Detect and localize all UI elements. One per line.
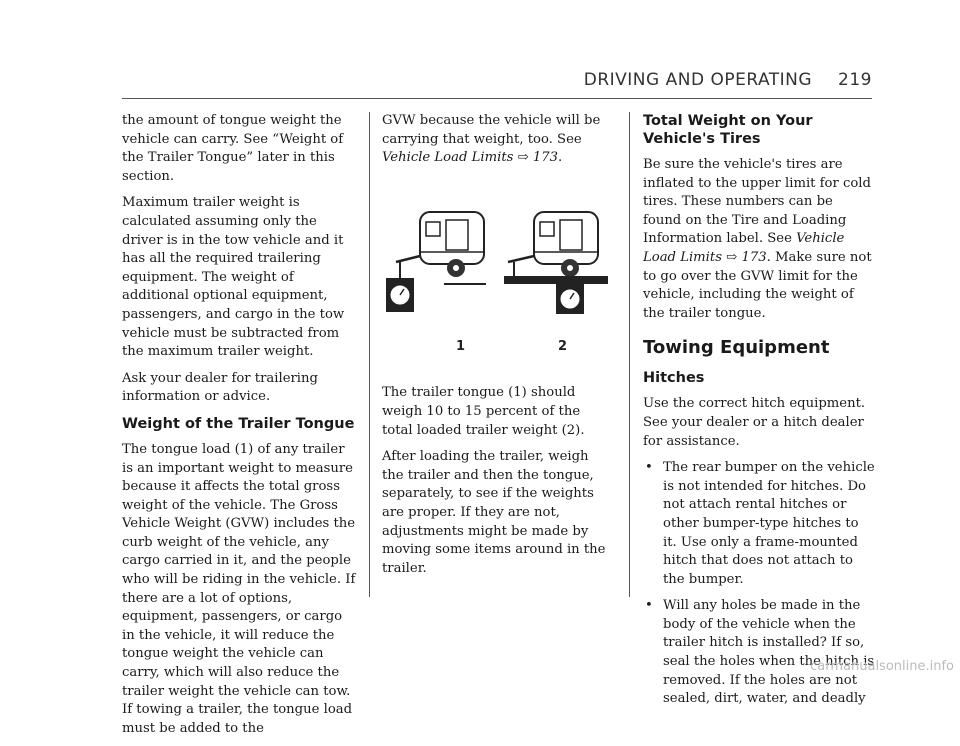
bullet-icon: • (645, 460, 653, 476)
column-2 (382, 112, 614, 586)
paragraph: GVW because the vehicle will be carrying that weight, too. See Vehicle Load Limits ⇨ 173. (382, 113, 601, 166)
paragraph: The tongue load (1) of any trailer is an important weight to measure because it affects the total gross weight of the vehicle. The Gross Vehicle Weight (GVW) includes the curb weight of the vehicle, any cargo carried in it, and the people who will be riding in the vehicle. If there are a lot of options, equipment, passengers, or cargo in the vehicle, it will reduce the tongue weight the vehicle can carry, which will also reduce the trailer weight the vehicle can tow. If towing a trailer, the tongue load must be added to the (122, 441, 356, 736)
column-1 (122, 112, 358, 746)
header-rule (122, 98, 872, 99)
section-heading: Weight of the Trailer Tongue (122, 415, 355, 432)
page-ref-arrow-icon: ⇨ (517, 150, 529, 166)
paragraph: The trailer tongue (1) should weigh 10 to 15 percent of the total loaded trailer weight (2). (382, 385, 585, 438)
page-reference[interactable]: 173 (741, 249, 767, 265)
paragraph: Ask your dealer for trailering information or advice. (122, 370, 318, 405)
bullet-icon: • (645, 598, 653, 614)
watermark: carmanualsonline.info (810, 659, 954, 674)
total-trailer-scale-illustration (504, 212, 608, 314)
section-heading: Total Weight on Your Vehicle's Tires (643, 113, 813, 147)
paragraph: After loading the trailer, weigh the trailer and then the tongue, separately, to see if the weights are proper. If they are not, adjustments might be made by moving some items around in the trailer. (382, 449, 606, 576)
paragraph: Maximum trailer weight is calculated assuming only the driver is in the tow vehicle and it has all the required trailering equipment. The weight of additional optional equipment, passengers, and cargo in the tow vehicle must be subtracted from the maximum trailer weight. (122, 195, 345, 360)
section-heading: Hitches (643, 370, 705, 387)
paragraph: Be sure the vehicle's tires are inflated to the upper limit for cold tires. These numbers can be found on the Tire and Loading Information label. See Vehicle Load Limits ⇨ 173. Make sure not to go over the GVW limit for the vehicle, including the weight of the trailer tongue. (643, 157, 872, 321)
section-title: DRIVING AND OPERATING (583, 70, 813, 90)
page-ref-arrow-icon: ⇨ (726, 249, 738, 265)
trailer-tongue-scale-illustration (386, 212, 486, 312)
trailer-weight-illustration (382, 206, 614, 356)
cross-reference-link[interactable]: Vehicle Load Limits (382, 150, 514, 166)
paragraph: Use the correct hitch equipment. See your dealer or a hitch dealer for assistance. (643, 396, 866, 449)
cross-reference-link[interactable]: Vehicle Load Limits (643, 231, 845, 265)
column-3 (643, 112, 875, 717)
list-item: • The rear bumper on the vehicle is not intended for hitches. Do not attach rental hitches or other bumper-type hitches to it. Use only a frame-mounted hitch that does not attach to the bumper. (645, 460, 875, 587)
page-header (584, 70, 872, 90)
column-divider (629, 112, 630, 597)
paragraph: the amount of tongue weight the vehicle can carry. See “Weight of the Trailer Tongue” later in this section. (122, 113, 344, 184)
figure-label-1: 1 (456, 338, 466, 354)
page-reference[interactable]: 173 (532, 150, 559, 166)
figure-label-2: 2 (558, 338, 568, 354)
column-divider (369, 112, 370, 597)
chapter-heading: Towing Equipment (643, 337, 830, 359)
list-item: • Will any holes be made in the body of the vehicle when the trailer hitch is installed? If so, seal the holes when the hitch is removed. If the holes are not sealed, dirt, water, and deadly (645, 598, 875, 707)
page-number: 219 (838, 70, 872, 90)
